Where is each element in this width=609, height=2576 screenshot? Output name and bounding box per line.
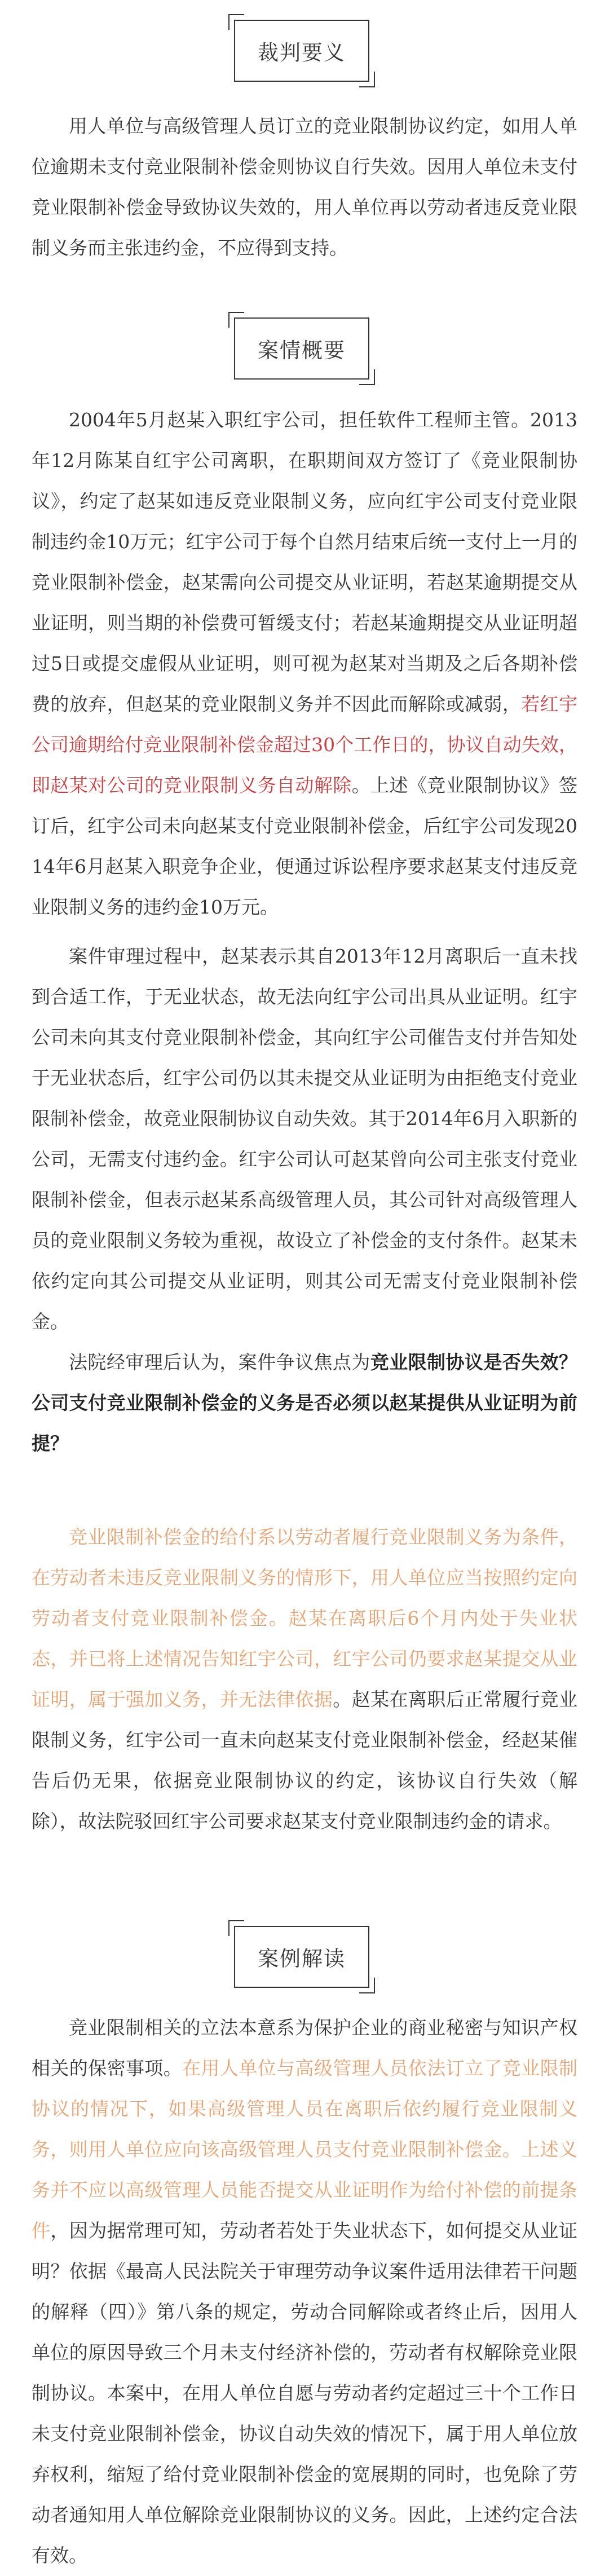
court-reasoning-orange-highlight: 竞业限制补偿金的给付系以劳动者履行竞业限制义务为条件，在劳动者未违反竞业限制义务的情形下，用人单位应当按照约定向劳动者支付竞业限制补偿金。赵某在离职后6个月内处于失业状态，并已将上述情况告知红宇公司，红宇公司仍要求赵某提交从业证明，属于强加义务，并无法律依据 bbox=[32, 1526, 577, 1710]
section-title-judgment-essentials: 裁判要义 bbox=[234, 20, 369, 82]
paragraph-case-analysis bbox=[32, 2008, 577, 2576]
section-title-case-analysis-text: 案例解读 bbox=[258, 1947, 346, 1971]
paragraph-judgment-summary: 用人单位与高级管理人员订立的竞业限制协议约定，如用人单位逾期未支付竞业限制补偿金则协议自行失效。因用人单位未支付竞业限制补偿金导致协议失效的，用人单位再以劳动者违反竞业限制义务而主张违约金，不应得到支持。 bbox=[32, 115, 577, 259]
section-title-case-summary-text: 案情概要 bbox=[258, 338, 346, 363]
case-facts-text-2: 。上述《竞业限制协议》签订后，红宇公司未向赵某支付竞业限制补偿金，后红宇公司发现2014年6月赵某入职竞争企业，便通过诉讼程序要求赵某支付违反竞业限制义务的违约金10万元。 bbox=[32, 774, 578, 918]
court-focus-question: 竞业限制协议是否失效？公司支付竞业限制补偿金的义务是否必须以赵某提供从业证明为前提？ bbox=[32, 1351, 578, 1454]
section-title-case-summary bbox=[234, 317, 369, 380]
paragraph-court-reasoning bbox=[32, 1517, 577, 1842]
case-facts-red-highlight: 若红宇公司逾期给付竞业限制补偿金超过30个工作日的，协议自动失效，即赵某对公司的竞业限制义务自动解除 bbox=[32, 693, 578, 796]
case-analysis-text-2: ，因为据常理可知，劳动者若处于失业状态下，如何提交从业证明？依据《最高人民法院关于审理劳动争议案件适用法律若干问题的解释（四）》第八条的规定，劳动合同解除或者终止后，因用人单位的原因导致三个月未支付经济补偿的，劳动者有权解除竞业限制协议。本案中，在用人单位自愿与劳动者约定超过三十个工作日未支付竞业限制补偿金，协议自动失效的情况下，属于用人单位放弃权利，缩短了给付竞业限制补偿金的宽展期的同时，也免除了劳动者通知用人单位解除竞业限制协议的义务。因此，上述约定合法有效。 bbox=[32, 2220, 578, 2566]
paragraph-court-focus bbox=[32, 1342, 577, 1464]
court-reasoning-text: 。赵某在离职后正常履行竞业限制义务，红宇公司一直未向赵某支付竞业限制补偿金，经赵某催告后仍无果，依据竞业限制协议的约定，该协议自行失效（解除），故法院驳回红宇公司要求赵某支付竞业限制违约金的请求。 bbox=[32, 1688, 578, 1832]
case-analysis-orange-highlight: 在用人单位与高级管理人员依法订立了竞业限制协议的情况下，如果高级管理人员在离职后依约履行竞业限制义务，则用人单位应向该高级管理人员支付竞业限制补偿金。上述义务并不应以高级管理人员能否提交从业证明作为给付补偿的前提条件 bbox=[32, 2057, 578, 2242]
court-focus-intro: 法院经审理后认为，案件争议焦点为 bbox=[69, 1351, 370, 1373]
case-facts-text-1: 2004年5月赵某入职红宇公司，担任软件工程师主管。2013年12月陈某自红宇公司离职，在职期间双方签订了《竞业限制协议》，约定了赵某如违反竞业限制义务，应向红宇公司支付竞业限制违约金10万元；红宇公司于每个自然月结束后统一支付上一月的竞业限制补偿金，赵某需向公司提交从业证明，若赵某逾期提交从业证明，则当期的补偿费可暂缓支付；若赵某逾期提交从业证明超过5日或提交虚假从业证明，则可视为赵某对当期及之后各期补偿费的放弃，但赵某的竞业限制义务并不因此而解除或减弱， bbox=[32, 409, 577, 715]
paragraph-case-facts bbox=[32, 400, 577, 928]
paragraph-trial-process: 案件审理过程中，赵某表示其自2013年12月离职后一直未找到合适工作，于无业状态，故无法向红宇公司出具从业证明。红宇公司未向其支付竞业限制补偿金，其向红宇公司催告支付并告知处于无业状态后，红宇公司仍以其未提交从业证明为由拒绝支付竞业限制补偿金，故竞业限制协议自动失效。其于2014年6月入职新的公司，无需支付违约金。红宇公司认可赵某曾向公司主张支付竞业限制补偿金，但表示赵某系高级管理人员，其公司针对高级管理人员的竞业限制义务较为重视，故设立了补偿金的支付条件。赵某未依约定向其公司提交从业证明，则其公司无需支付竞业限制补偿金。 bbox=[32, 945, 577, 1333]
case-analysis-text-1: 竞业限制相关的立法本意系为保护企业的商业秘密与知识产权相关的保密事项。 bbox=[32, 2017, 577, 2079]
section-title-case-analysis bbox=[234, 1926, 369, 1988]
